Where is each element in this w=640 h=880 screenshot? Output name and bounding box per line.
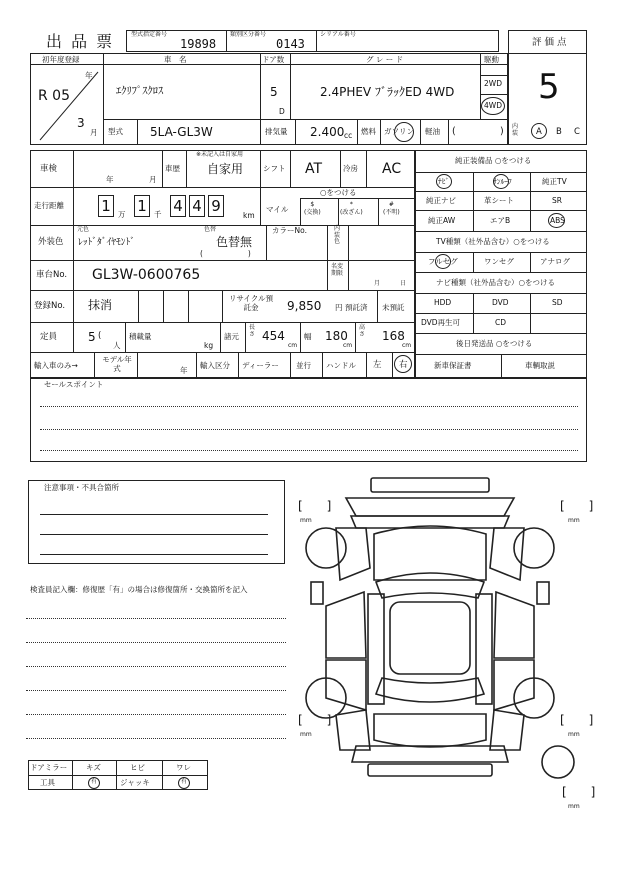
tire-front-right-mm: mm (568, 517, 580, 524)
load-label: 積載量 (129, 332, 152, 341)
equip-sr: SR (552, 196, 562, 205)
width-cm: cm (343, 342, 353, 349)
history-label: 車歴 (165, 164, 180, 173)
height-value: 168 (382, 329, 405, 343)
model-year-label: モデル年式 (102, 355, 132, 373)
legend-scratch: キズ (86, 763, 101, 772)
legend-jack: ジャッキ (120, 778, 150, 787)
equip-navi-circle (436, 174, 452, 189)
equip-abs: ABS (550, 216, 565, 225)
recycle-amount: 9,850 (287, 299, 322, 313)
recycle-not-deposited: 未預託 (382, 303, 405, 312)
tire-front-left-mm: mm (300, 517, 312, 524)
tire-spare-mm: mm (568, 803, 580, 810)
navi-cd: CD (495, 318, 507, 327)
interior-grade-a: A (536, 127, 542, 137)
model-year-unit: 年 (180, 366, 188, 375)
mileage-digit-4: 4 (189, 195, 205, 217)
first-reg-year-unit: 年 (85, 71, 93, 80)
doors-value: 5 (270, 85, 278, 99)
interior-grade-c: C (574, 127, 580, 137)
first-reg-year: R 05 (38, 88, 70, 104)
inspection-month-unit: 月 (149, 175, 157, 184)
inspection-year-unit: 年 (106, 175, 114, 184)
score-value: 5 (538, 67, 560, 107)
capacity-value: 5 (88, 330, 96, 344)
handle-right: 右 (399, 360, 408, 370)
car-body-diagram[interactable] (296, 470, 596, 780)
handle-left: 左 (373, 360, 382, 370)
tv-analog: アナログ (540, 257, 570, 266)
recycle-deposited: 預託済 (345, 303, 368, 312)
fuel-gasoline-circle (394, 122, 414, 142)
mileage-label: 走行距離 (34, 201, 64, 210)
chassis-label: 車台No. (36, 270, 68, 280)
document-title: 出 品 票 (46, 32, 115, 51)
model-code: 5LA-GL3W (150, 125, 213, 139)
shift-label: シフト (263, 164, 286, 173)
repaint-paren: ( ) (200, 249, 251, 258)
length-label: 長さ (249, 324, 256, 338)
interior-label: 内装 (512, 123, 519, 137)
drive-label: 駆動 (484, 55, 499, 64)
registration-label: 登録No. (34, 301, 66, 311)
model-label: 型式 (108, 127, 123, 136)
car-name-value: ｴｸﾘﾌﾟｽｸﾛｽ (116, 85, 164, 97)
tire-front-left-bracket: [ ] (298, 499, 332, 513)
fuel-paren-close: ) (500, 126, 504, 137)
height-cm: cm (402, 342, 412, 349)
first-reg-label: 初年度登録 (42, 55, 80, 64)
first-reg-month: 3 (77, 116, 85, 130)
mileage-km-unit: km (243, 211, 255, 220)
navi-sd: SD (552, 298, 563, 307)
load-kg: kg (204, 341, 214, 350)
tire-rear-left-bracket: [ ] (298, 713, 332, 727)
recycle-label: リサイクル預託金 (229, 294, 273, 312)
mileage-sen-unit: 千 (154, 210, 162, 219)
interior-grade-a-circle (531, 123, 547, 139)
fuel-label: 燃料 (361, 127, 376, 136)
grade-label: グ レ ー ド (366, 55, 404, 64)
mileage-circle-note: ○をつける (320, 188, 357, 197)
displacement-cc: cc (344, 131, 353, 140)
tire-spare-bracket: [ ] (562, 785, 596, 799)
history-value: 自家用 (207, 162, 244, 176)
navi-dvd: DVD (492, 298, 509, 307)
equip-leather: 革シート (484, 196, 514, 205)
interior-grade-b: B (556, 127, 562, 137)
capacity-paren: ( (98, 331, 102, 341)
mileage-digit-1: 1 (98, 195, 114, 217)
equipment-title: 純正装備品 ○をつける (455, 156, 532, 165)
name-change-month: 月 (374, 280, 381, 287)
drive-4wd-circle (481, 97, 505, 115)
legend-jack-yes-circle (178, 777, 190, 789)
model-cert-value: 19898 (180, 37, 217, 51)
category-label: 類別区分番号 (230, 31, 267, 38)
mileage-digit-2: 1 (134, 195, 150, 217)
fuel-gasoline: ガソリン (384, 127, 414, 136)
length-value: 454 (262, 329, 285, 343)
width-value: 180 (325, 329, 348, 343)
color-no-label: カラーNo. (272, 226, 307, 235)
legend-break: ワレ (176, 763, 191, 772)
doors-label: ドア数 (262, 55, 285, 64)
legend-door-mirror: ドアミラー (30, 763, 68, 772)
serial-label: シリアル番号 (320, 31, 356, 38)
category-value: 0143 (276, 37, 305, 51)
legend-tools-yes: 有 (91, 778, 98, 785)
import-only-label: 輸入車のみ→ (34, 361, 78, 370)
navi-hdd: HDD (434, 298, 452, 307)
fuel-paren-open: ( (452, 126, 456, 137)
mileage-digit-3: 4 (170, 195, 186, 217)
door-type: D (279, 107, 285, 116)
capacity-unit: 人 (113, 341, 121, 350)
legend-tools-yes-circle (88, 777, 100, 789)
tire-rear-left-mm: mm (300, 731, 312, 738)
equip-sunroof-circle (493, 174, 509, 189)
chassis-value: GL3W-0600765 (92, 267, 201, 283)
interior-color-label: 内装色 (334, 225, 341, 246)
recycle-unit: 円 (335, 303, 343, 312)
exterior-color-label: 外装色 (38, 237, 64, 247)
grade-value: 2.4PHEV ﾌﾞﾗｯｸED 4WD (320, 85, 455, 99)
legend-jack-yes: 有 (181, 778, 188, 785)
equip-genuine-navi: 純正ナビ (426, 196, 456, 205)
repaint-label: 色替 (204, 226, 217, 233)
inspector-label: 検査員記入欄：修復歴「有」の場合は修復箇所・交換箇所を記入 (30, 585, 248, 594)
tv-fullseg: フルセグ (428, 257, 458, 266)
repaint-value: 色替無 (216, 235, 253, 249)
later-warranty: 新車保証書 (434, 361, 472, 370)
drive-4wd: 4WD (484, 101, 502, 110)
sales-point-label: セールスポイント (44, 380, 104, 389)
equip-sunroof: ｻﾝﾙｰﾌ (493, 177, 512, 186)
mileage-tampered: * (改ざん) (340, 201, 363, 216)
original-color-value: ﾚｯﾄﾞﾀﾞｲﾔﾓﾝﾄﾞ (78, 237, 136, 248)
mileage-digit-5: 9 (208, 195, 224, 217)
capacity-label: 定員 (40, 332, 58, 342)
import-dealer: ディーラー (242, 361, 279, 370)
fuel-light-oil: 軽油 (425, 127, 440, 136)
tire-front-right-bracket: [ ] (560, 499, 594, 513)
shift-value: AT (305, 161, 323, 177)
length-cm: cm (288, 342, 298, 349)
notes-label: 注意事項・不具合箇所 (44, 483, 119, 492)
tire-rear-right-mm: mm (568, 731, 580, 738)
height-label: 高さ (359, 324, 366, 338)
equip-tv: 純正TV (542, 177, 567, 186)
drive-2wd: 2WD (484, 79, 502, 88)
mileage-mile-label: マイル (266, 205, 289, 214)
dimensions-label: 諸元 (224, 332, 239, 341)
history-note: ※未記入は自家用 (196, 151, 244, 158)
legend-crack: ヒビ (130, 763, 145, 772)
displacement-label: 排気量 (265, 127, 288, 136)
equip-aw: 純正AW (428, 216, 456, 225)
equip-abs-circle (548, 213, 565, 228)
navi-dvd-play: DVD再生可 (421, 318, 461, 327)
inspection-label: 車検 (40, 164, 58, 174)
mileage-man-unit: 万 (118, 210, 126, 219)
displacement-value: 2.400 (310, 125, 345, 139)
navi-title: ナビ種類（社外品含む）○をつける (436, 278, 556, 287)
handle-right-circle (394, 355, 412, 373)
mileage-exchanged: $ (交換) (304, 201, 321, 216)
equip-airbag: エアB (490, 216, 511, 225)
original-color-label: 元色 (77, 226, 90, 233)
tv-oneseg: ワンセグ (484, 257, 514, 266)
notes-box (28, 480, 285, 564)
mileage-unknown: # (不明) (383, 201, 400, 216)
registration-value: 抹消 (88, 298, 113, 312)
width-label: 幅 (304, 332, 312, 341)
ac-label: 冷房 (343, 164, 358, 173)
car-name-label: 車 名 (164, 55, 187, 64)
model-cert-label: 型式指定番号 (131, 31, 168, 38)
import-type-label: 輸入区分 (200, 361, 230, 370)
equip-navi: ﾅﾋﾞ (438, 177, 450, 186)
score-label: 評 価 点 (532, 37, 567, 48)
tv-fullseg-circle (435, 254, 451, 269)
handle-label: ハンドル (326, 361, 356, 370)
first-reg-month-unit: 月 (90, 128, 98, 137)
ac-value: AC (382, 161, 402, 177)
tv-title: TV種類（社外品含む）○をつける (436, 237, 550, 246)
tire-rear-right-bracket: [ ] (560, 713, 594, 727)
name-change-day: 日 (400, 280, 407, 287)
legend-tools: 工具 (40, 778, 55, 787)
later-title: 後日発送品 ○をつける (456, 339, 533, 348)
later-manual: 車輌取説 (525, 361, 555, 370)
name-change-label: 名変期限 (331, 263, 344, 277)
import-parallel: 並行 (296, 361, 311, 370)
